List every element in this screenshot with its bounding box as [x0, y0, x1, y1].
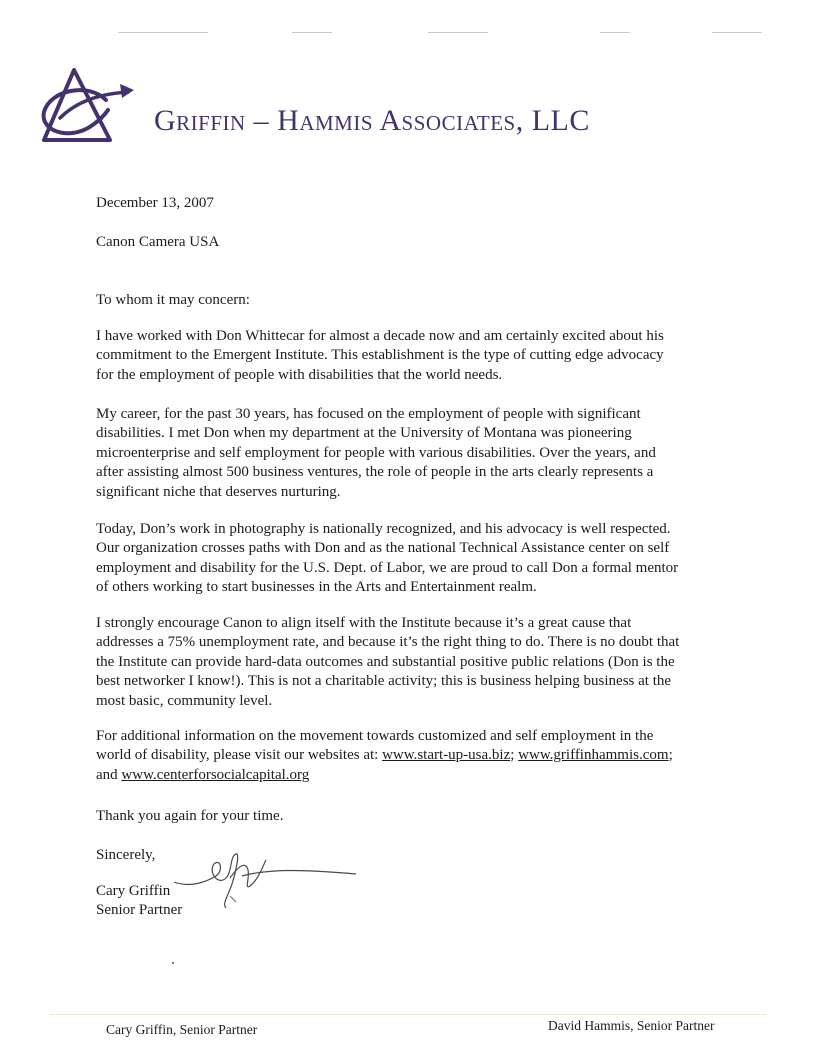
paragraph-4: [96, 614, 746, 711]
paragraph-2: [96, 405, 746, 502]
salutation: To whom it may concern:: [96, 292, 250, 308]
text-line: the Institute can provide hard-data outcomes and substantial positive public relations (Don is the: [96, 653, 675, 670]
text-line: I have worked with Don Whittecar for almost a decade now and am certainly excited about his: [96, 328, 664, 344]
text-line: [96, 746, 726, 765]
centerforsocialcapital-link[interactable]: www.centerforsocialcapital.org: [121, 766, 310, 783]
scan-artifacts: [0, 28, 816, 38]
paragraph-5: [96, 727, 726, 785]
text-line: I strongly encourage Canon to align itself with the Institute because it’s a great cause that: [96, 615, 632, 631]
text-line: microenterprise and self employment for people with various disabilities. Over the years, and: [96, 444, 656, 461]
triangle-circle-arrow-icon: [36, 62, 146, 152]
paragraph-3: [96, 520, 746, 598]
text-line: My career, for the past 30 years, has focused on the employment of people with significant: [96, 406, 641, 422]
start-up-usa-link[interactable]: www.start-up-usa.biz: [382, 747, 511, 764]
text-segment: and: [96, 766, 122, 783]
text-line: addresses a 75% unemployment rate, and because it’s the right thing to do. There is no doubt that: [96, 634, 680, 651]
footer-divider: [50, 1014, 766, 1015]
scan-speck: [172, 962, 174, 964]
paragraph-1: [96, 327, 746, 385]
text-segment: ;: [668, 747, 673, 764]
text-line: [96, 766, 726, 785]
thanks-line: Thank you again for your time.: [96, 808, 284, 824]
signer-name: Cary Griffin: [96, 883, 171, 899]
griffinhammis-link[interactable]: www.griffinhammis.com: [518, 747, 669, 764]
closing: Sincerely,: [96, 847, 156, 863]
text-segment: world of disability, please visit our websites at:: [96, 747, 383, 764]
letterhead: [36, 62, 736, 152]
text-line: For additional information on the movement towards customized and self employment in the: [96, 728, 654, 744]
text-line: significant niche that deserves nurturing.: [96, 483, 341, 500]
recipient: Canon Camera USA: [96, 234, 220, 250]
text-line: employment and disability for the U.S. Dept. of Labor, we are proud to call Don a formal mentor: [96, 559, 679, 576]
signer-title: Senior Partner: [96, 902, 183, 918]
text-line: after assisting almost 500 business ventures, the role of people in the arts clearly represents a: [96, 464, 654, 481]
text-line: of others working to start businesses in the Arts and Entertainment realm.: [96, 579, 537, 596]
text-line: disabilities. I met Don when my department at the University of Montana was pioneering: [96, 425, 632, 442]
firm-name: Griffin – Hammis Associates, LLC: [154, 104, 590, 137]
footer-partner-right: David Hammis, Senior Partner: [548, 1018, 715, 1033]
text-line: best networker I know!). This is not a charitable activity; this is business helping business at the: [96, 673, 672, 690]
footer-partner-left: Cary Griffin, Senior Partner: [106, 1022, 258, 1037]
text-line: Our organization crosses paths with Don and as the national Technical Assistance center on self: [96, 540, 670, 557]
text-line: for the employment of people with disabilities that the world needs.: [96, 366, 503, 383]
text-line: Today, Don’s work in photography is nationally recognized, and his advocacy is well respected.: [96, 521, 671, 537]
text-segment: ;: [510, 747, 519, 764]
text-line: most basic, community level.: [96, 692, 273, 709]
signature-mark: [170, 838, 360, 918]
letter-date: December 13, 2007: [96, 195, 214, 211]
text-line: commitment to the Emergent Institute. This establishment is the type of cutting edge advocacy: [96, 347, 664, 364]
